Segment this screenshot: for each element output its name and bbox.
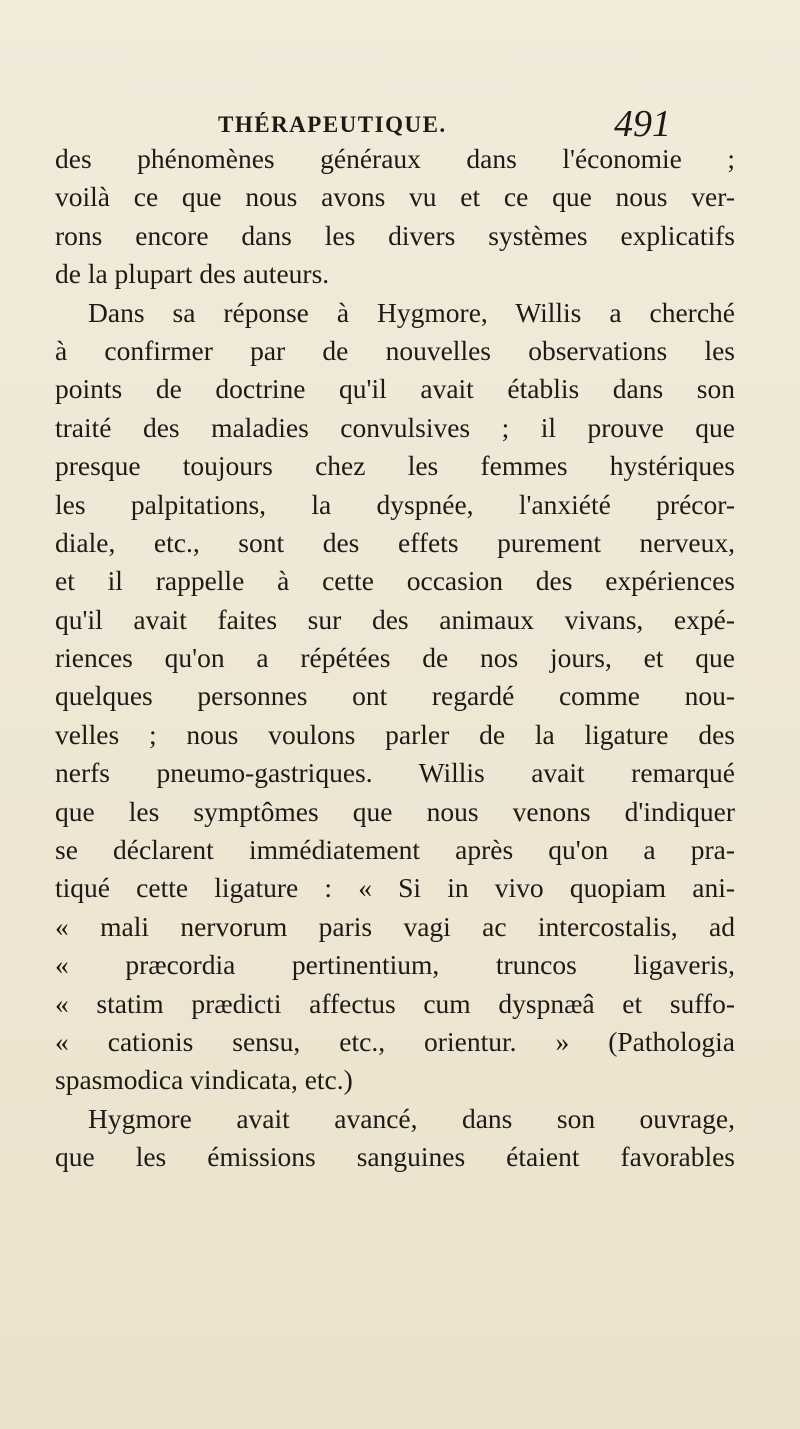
text-line: points de doctrine qu'il avait établis dans son <box>55 373 735 405</box>
text-line: traité des maladies convulsives ; il prouve que <box>55 411 735 443</box>
text-line: voilà ce que nous avons vu et ce que nous ver- <box>55 181 735 213</box>
text-line: à confirmer par de nouvelles observations les <box>55 334 735 366</box>
text-line: « cationis sensu, etc., orientur. » (Pathologia <box>55 1025 735 1057</box>
text-line: se déclarent immédiatement après qu'on a pra- <box>55 834 735 866</box>
text-line: velles ; nous voulons parler de la ligature des <box>55 718 735 750</box>
text-line: nerfs pneumo-gastriques. Willis avait remarqué <box>55 757 735 789</box>
text-line: et il rappelle à cette occasion des expériences <box>55 565 735 597</box>
page-number: 491 <box>614 103 671 145</box>
text-line: rons encore dans les divers systèmes explicatifs <box>55 219 735 251</box>
body-text <box>55 140 735 1177</box>
text-line: presque toujours chez les femmes hystériques <box>55 450 735 482</box>
text-line: Dans sa réponse à Hygmore, Willis a cherché <box>88 296 735 328</box>
text-line: spasmodica vindicata, etc.) <box>55 1064 353 1096</box>
text-line: quelques personnes ont regardé comme nou- <box>55 680 735 712</box>
text-line: « mali nervorum paris vagi ac intercostalis, ad <box>55 910 735 942</box>
text-line: diale, etc., sont des effets purement nerveux, <box>55 526 735 558</box>
text-line: les palpitations, la dyspnée, l'anxiété précor- <box>55 488 735 520</box>
running-title: THÉRAPEUTIQUE. <box>218 112 447 137</box>
text-line: de la plupart des auteurs. <box>55 258 330 290</box>
text-line: « statim prædicti affectus cum dyspnæâ et suffo- <box>55 987 735 1019</box>
text-line: Hygmore avait avancé, dans son ouvrage, <box>88 1102 735 1134</box>
text-line: que les émissions sanguines étaient favorables <box>55 1141 735 1173</box>
text-line: tiqué cette ligature : « Si in vivo quopiam ani- <box>55 872 735 904</box>
text-line: des phénomènes généraux dans l'économie ; <box>55 143 735 174</box>
text-line: qu'il avait faites sur des animaux vivans, expé- <box>55 603 735 635</box>
text-line: riences qu'on a répétées de nos jours, et que <box>55 642 735 674</box>
text-line: que les symptômes que nous venons d'indiquer <box>55 795 735 827</box>
text-line: « præcordia pertinentium, truncos ligaveris, <box>55 949 735 981</box>
page-header <box>0 102 800 145</box>
